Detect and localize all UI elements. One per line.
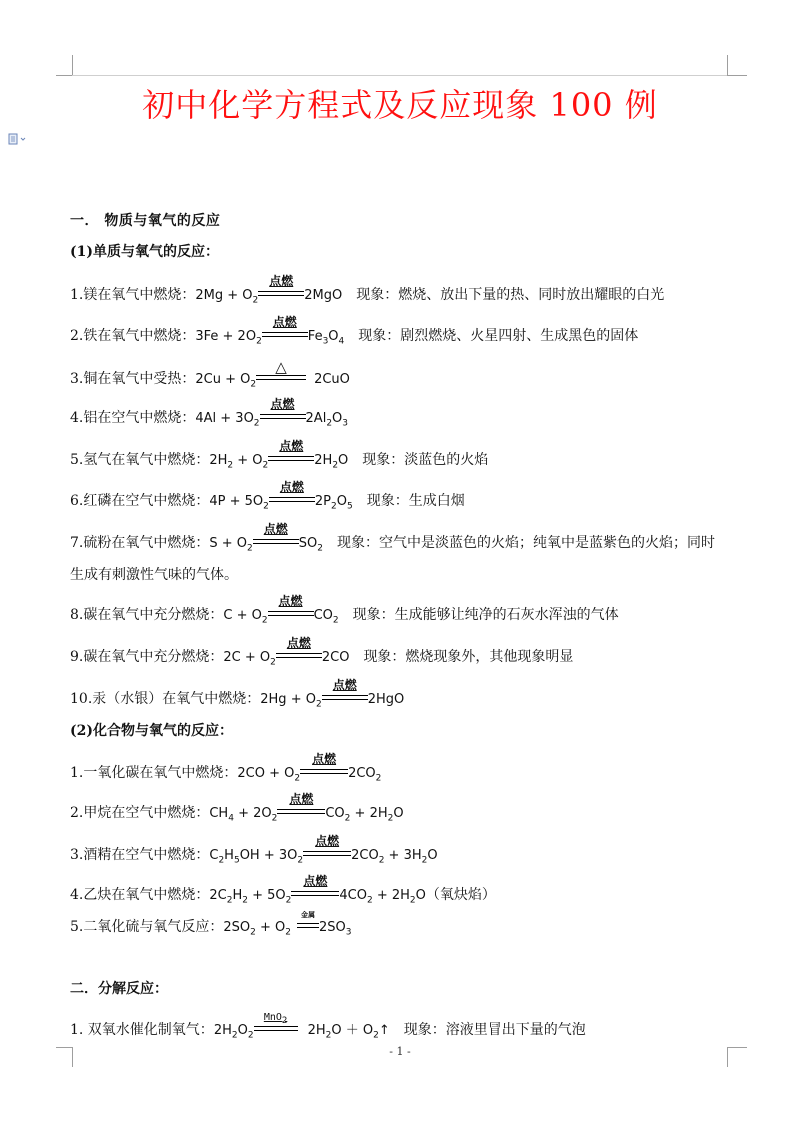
header-rule bbox=[72, 75, 727, 76]
equation-products: $Fe_3O_4$ bbox=[307, 329, 345, 347]
equation-line bbox=[70, 911, 352, 938]
phenomenon-text: 现象：淡蓝色的火焰 bbox=[362, 452, 489, 468]
condition-label: 点燃 bbox=[270, 397, 295, 411]
condition-arrow bbox=[297, 911, 319, 931]
equation-reactants: $2C_2H_2 + 5O_2$ bbox=[209, 888, 292, 906]
phenomenon-text: 现象：空气中是淡蓝色的火焰；纯氧中是蓝紫色的火焰；同时 bbox=[336, 535, 715, 551]
condition-label: 点燃 bbox=[272, 315, 297, 329]
equation-products: $2H_2O$ bbox=[314, 453, 349, 471]
condition-label: 点燃 bbox=[269, 274, 294, 288]
reaction-note: （氧炔焰） bbox=[425, 887, 496, 903]
equation-products: 2HgO bbox=[367, 692, 405, 707]
page-title: 初中化学方程式及反应现象 100 例 bbox=[142, 86, 658, 124]
equation-products: $CO_2 + 2H_2O$ bbox=[325, 806, 404, 824]
equation-reactants: $2CO + O_2$ bbox=[237, 766, 301, 784]
reaction-label: 8.碳在氧气中充分燃烧： bbox=[70, 607, 224, 623]
equation-line bbox=[70, 274, 665, 306]
reaction-label: 9.碳在氧气中充分燃烧： bbox=[70, 649, 224, 665]
reaction-label: 2.甲烷在空气中燃烧： bbox=[70, 805, 210, 821]
reaction-label: 1.镁在氧气中燃烧： bbox=[70, 287, 196, 303]
section-title-oxygen: 一． 物质与氧气的反应 bbox=[70, 213, 221, 229]
equation-line bbox=[70, 752, 382, 784]
condition-arrow bbox=[322, 678, 368, 703]
reaction-label: 1.一氧化碳在氧气中燃烧： bbox=[70, 765, 238, 781]
equation-reactants: $CH_4 + 2O_2$ bbox=[209, 806, 278, 824]
equation-line bbox=[70, 480, 465, 512]
equation-reactants: $2Mg + O_2$ bbox=[195, 288, 259, 306]
reaction-label: 6.红磷在空气中燃烧： bbox=[70, 493, 210, 509]
condition-label: 点燃 bbox=[289, 792, 314, 806]
reaction-label: 3.酒精在空气中燃烧： bbox=[70, 847, 210, 863]
reaction-label: 10.汞（水银）在氧气中燃烧： bbox=[70, 691, 261, 707]
reaction-label: 4.乙炔在氧气中燃烧： bbox=[70, 887, 210, 903]
condition-arrow bbox=[256, 358, 306, 383]
condition-arrow bbox=[254, 1012, 298, 1034]
equation-reactants: $C_2H_5OH + 3O_2$ bbox=[209, 848, 304, 866]
condition-arrow bbox=[291, 874, 339, 899]
reaction-label: 7.硫粉在氧气中燃烧： bbox=[70, 535, 210, 551]
phenomenon-text: 现象：生成白烟 bbox=[366, 493, 465, 509]
condition-arrow bbox=[300, 752, 348, 777]
equation-reactants: $2H_2O_2$ bbox=[213, 1023, 254, 1041]
phenomenon-text: 现象：溶液里冒出下量的气泡 bbox=[403, 1022, 586, 1038]
phenomenon-continuation: 生成有刺激性气味的气体。 bbox=[70, 567, 238, 583]
reaction-label: 5.二氧化硫与氧气反应： bbox=[70, 919, 224, 935]
equation-reactants: $2SO_2 + O_2$ bbox=[223, 920, 291, 938]
equation-line bbox=[70, 315, 639, 347]
section-title-decomposition: 二．分解反应： bbox=[70, 981, 168, 997]
condition-arrow bbox=[258, 274, 304, 299]
condition-arrow bbox=[268, 439, 314, 464]
equation-reactants: $3Fe + 2O_2$ bbox=[195, 329, 262, 347]
condition-label: 点燃 bbox=[286, 636, 311, 650]
condition-label: 点燃 bbox=[332, 678, 357, 692]
condition-arrow bbox=[260, 397, 306, 422]
condition-label: 点燃 bbox=[303, 874, 328, 888]
equation-line bbox=[70, 874, 496, 906]
equation-line bbox=[70, 678, 405, 710]
phenomenon-text: 现象：生成能够让纯净的石灰水浑浊的气体 bbox=[352, 607, 619, 623]
equation-products: $2Al_2O_3$ bbox=[305, 411, 349, 429]
equation-line bbox=[70, 358, 350, 390]
condition-arrow bbox=[303, 834, 351, 859]
equation-reactants: $4P + 5O_2$ bbox=[209, 494, 269, 512]
phenomenon-text: 现象：剧烈燃烧、火星四射、生成黑色的固体 bbox=[358, 328, 639, 344]
condition-arrow bbox=[277, 792, 325, 817]
condition-arrow bbox=[276, 636, 322, 661]
condition-arrow bbox=[253, 522, 299, 547]
equation-line bbox=[70, 397, 349, 429]
condition-label: 点燃 bbox=[279, 439, 304, 453]
condition-arrow bbox=[262, 315, 308, 340]
equation-reactants: $2H_2 + O_2$ bbox=[209, 453, 269, 471]
phenomenon-text: 现象：燃烧、放出下量的热、同时放出耀眼的白光 bbox=[356, 287, 665, 303]
equation-products: 2MgO bbox=[304, 288, 343, 303]
condition-label: △ bbox=[275, 358, 287, 376]
equation-reactants: $C + O_2$ bbox=[223, 608, 268, 626]
equation-line bbox=[70, 439, 489, 471]
condition-label: 点燃 bbox=[263, 522, 288, 536]
condition-label: MnO$_2$ bbox=[263, 1012, 288, 1026]
document-anchor-icon[interactable] bbox=[8, 133, 30, 145]
reaction-label: 1. 双氧水催化制氧气： bbox=[70, 1022, 214, 1038]
condition-label: 点燃 bbox=[312, 752, 337, 766]
equation-line bbox=[70, 636, 574, 668]
equation-products: $SO_2$ bbox=[298, 536, 323, 554]
condition-label: 点燃 bbox=[278, 594, 303, 608]
equation-reactants: $2C + O_2$ bbox=[223, 650, 276, 668]
subsection-title-elements: (1)单质与氧气的反应： bbox=[70, 244, 219, 260]
equation-reactants: $2Hg + O_2$ bbox=[260, 692, 322, 710]
equation-products: $2CO_2 + 3H_2O$ bbox=[351, 848, 438, 866]
reaction-label: 4.铝在空气中燃烧： bbox=[70, 410, 196, 426]
equation-line bbox=[70, 834, 438, 866]
equation-line bbox=[70, 1012, 586, 1041]
equation-products: $2P_2O_5$ bbox=[314, 494, 353, 512]
equation-products: $2SO_3$ bbox=[318, 920, 352, 938]
phenomenon-text: 现象：燃烧现象外，其他现象明显 bbox=[363, 649, 574, 665]
equation-line bbox=[70, 522, 715, 554]
page-number: - 1 - bbox=[389, 1045, 411, 1058]
reaction-label: 3.铜在氧气中受热： bbox=[70, 371, 196, 387]
reaction-label: 5.氢气在氧气中燃烧： bbox=[70, 452, 210, 468]
equation-products: $2H_2O$ ＋ $O_2↑$ bbox=[307, 1023, 390, 1041]
equation-reactants: $S + O_2$ bbox=[209, 536, 253, 554]
equation-products: 2CuO bbox=[314, 372, 350, 387]
subsection-title-compounds: (2)化合物与氧气的反应： bbox=[70, 723, 233, 739]
equation-products: $4CO_2 + 2H_2O$ bbox=[339, 888, 426, 906]
equation-products: $CO_2$ bbox=[313, 608, 339, 626]
equation-reactants: $4Al + 3O_2$ bbox=[195, 411, 260, 429]
equation-products: $2CO_2$ bbox=[348, 766, 382, 784]
equation-line bbox=[70, 594, 619, 626]
condition-label: 金属 bbox=[300, 911, 315, 919]
equation-line bbox=[70, 792, 404, 824]
condition-label: 点燃 bbox=[279, 480, 304, 494]
condition-label: 点燃 bbox=[315, 834, 340, 848]
condition-arrow bbox=[268, 594, 314, 619]
equation-reactants: $2Cu + O_2$ bbox=[195, 372, 257, 390]
condition-arrow bbox=[269, 480, 315, 505]
reaction-label: 2.铁在氧气中燃烧： bbox=[70, 328, 196, 344]
equation-products: 2CO bbox=[321, 650, 350, 665]
